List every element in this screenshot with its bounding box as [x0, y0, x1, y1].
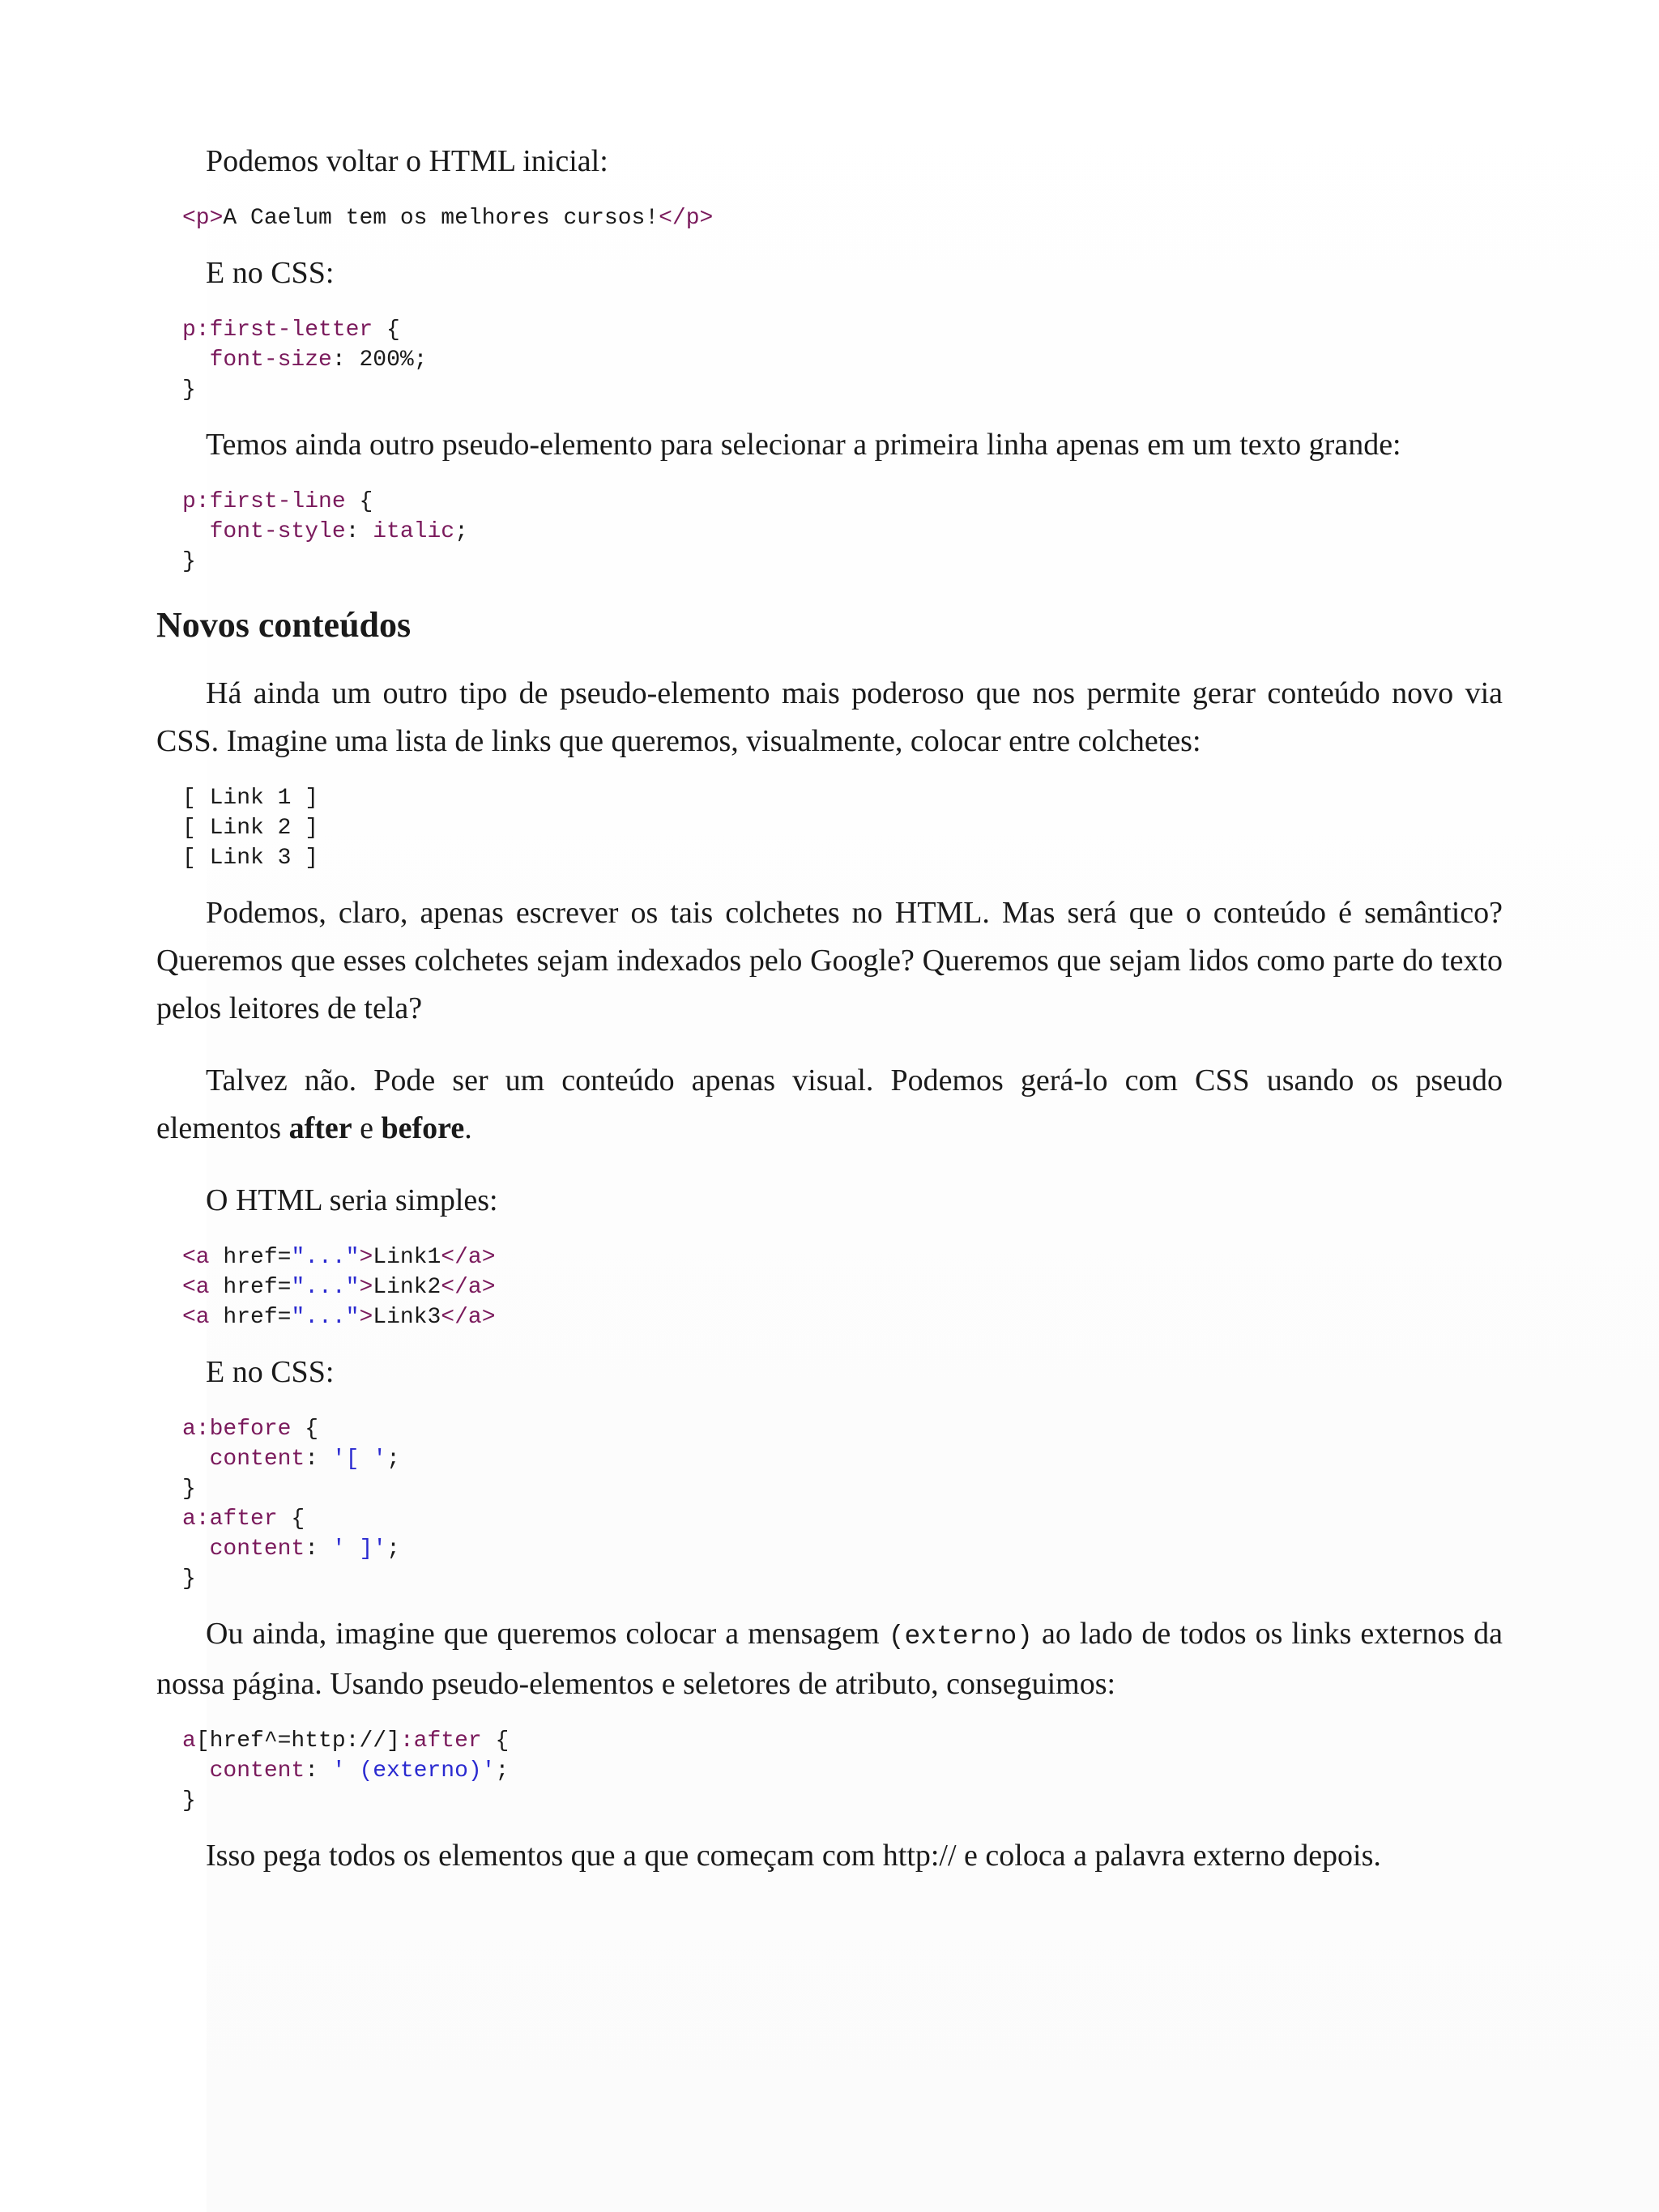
code-block-anchors: [156, 1242, 1503, 1332]
code-property: content: [209, 1447, 305, 1472]
code-string: "...": [291, 1245, 360, 1270]
code-attr: href=: [209, 1275, 292, 1300]
code-value: 200%;: [345, 347, 428, 373]
paragraph-semantic: Podemos, claro, apenas escrever os tais colchetes no HTML. Mas será que o conteúdo é semântico? Queremos que esses colchetes sejam indexados pelo Google? Queremos que sejam lidos como parte do texto pelos leitores de tela?: [156, 896, 1503, 1025]
code-tag: <a: [182, 1275, 210, 1300]
code-property: font-style: [209, 519, 346, 544]
code-line: [ Link 2 ]: [182, 816, 319, 841]
code-brace: }: [182, 1788, 196, 1813]
paragraph-after-before: [156, 1057, 1503, 1153]
paragraph-externo: [156, 1610, 1503, 1708]
code-block-link-list: [156, 783, 1503, 873]
paragraph-html-simple: O HTML seria simples:: [206, 1183, 498, 1217]
paragraph-first-line: Temos ainda outro pseudo-elemento para selecionar a primeira linha apenas em um texto grande:: [206, 428, 1401, 462]
code-block-externo: [156, 1726, 1503, 1816]
paragraph-intro: Podemos voltar o HTML inicial:: [206, 144, 608, 178]
code-tag: </a>: [441, 1245, 496, 1270]
code-colon: :: [305, 1447, 332, 1472]
code-attr: href=: [209, 1305, 292, 1330]
code-string: "...": [291, 1275, 360, 1300]
code-colon: :: [305, 1758, 332, 1784]
code-attr: href=: [209, 1245, 292, 1270]
code-semicolon: ;: [386, 1447, 400, 1472]
bold-after: after: [288, 1111, 352, 1145]
paragraph-css-label: E no CSS:: [206, 256, 335, 290]
text-run: e: [352, 1111, 382, 1145]
code-block-html-p: [156, 203, 1503, 233]
code-semicolon: ;: [495, 1758, 510, 1784]
code-tag: >: [359, 1305, 373, 1330]
code-tag: </a>: [441, 1275, 496, 1300]
code-string: ' (externo)': [331, 1758, 496, 1784]
code-property: font-size: [209, 347, 332, 373]
code-line: [ Link 1 ]: [182, 786, 319, 811]
code-selector: a:before: [182, 1417, 292, 1442]
code-brace: }: [182, 1566, 196, 1592]
section-heading: Novos conteúdos: [156, 605, 412, 645]
code-string: '[ ': [331, 1447, 387, 1472]
code-tag: <a: [182, 1305, 210, 1330]
code-brace: {: [277, 1507, 305, 1532]
code-brace: {: [345, 489, 373, 514]
code-text: Link1: [373, 1245, 441, 1270]
text-run: Ou ainda, imagine que queremos colocar a mensagem: [206, 1617, 889, 1651]
text-run: Talvez não. Pode ser um conteúdo apenas visual. Podemos gerá-lo com CSS usando os pseudo elementos: [156, 1063, 1503, 1145]
code-brace: {: [481, 1728, 510, 1754]
code-selector: p:first-letter: [182, 318, 373, 343]
code-tag: >: [359, 1245, 373, 1270]
code-block-first-line: p:first-line { font-style: italic; }: [182, 489, 468, 574]
code-attr-selector: [href^=http://]: [195, 1728, 400, 1754]
code-value: italic: [373, 519, 455, 544]
code-block-before-after: [156, 1414, 1503, 1594]
code-tag: >: [359, 1275, 373, 1300]
code-tag: <p>: [182, 206, 224, 231]
text-run: ao lado de todos os links externos da nossa página. Usando pseudo-elementos e seletores de atributo, conseguimos:: [156, 1617, 1503, 1701]
code-brace: {: [291, 1417, 319, 1442]
code-property: content: [209, 1536, 305, 1562]
code-property: content: [209, 1758, 305, 1784]
code-selector: a: [182, 1728, 196, 1754]
code-selector: a:after: [182, 1507, 278, 1532]
code-string: "...": [291, 1305, 360, 1330]
bold-before: before: [381, 1111, 465, 1145]
code-line: [ Link 3 ]: [182, 846, 319, 871]
code-brace: }: [182, 377, 196, 403]
paragraph-css-label-2: E no CSS:: [206, 1355, 335, 1389]
code-brace: }: [182, 549, 196, 574]
code-block-first-letter: p:first-letter { font-size: 200%; }: [182, 318, 428, 403]
code-semicolon: ;: [386, 1536, 400, 1562]
document-page: [156, 138, 1503, 1880]
code-colon: :: [305, 1536, 332, 1562]
code-brace: {: [373, 318, 400, 343]
paragraph-final: Isso pega todos os elementos que a que começam com http:// e coloca a palavra externo depois.: [206, 1839, 1381, 1873]
code-tag: <a: [182, 1245, 210, 1270]
code-pseudo: :after: [399, 1728, 482, 1754]
code-text: Link3: [373, 1305, 441, 1330]
code-brace: }: [182, 1477, 196, 1502]
code-string: ' ]': [331, 1536, 387, 1562]
code-tag: </p>: [659, 206, 714, 231]
code-tag: </a>: [441, 1305, 496, 1330]
code-text: A Caelum tem os melhores cursos!: [223, 206, 659, 231]
inline-code: (externo): [888, 1622, 1033, 1652]
text-run: .: [464, 1111, 472, 1145]
code-text: Link2: [373, 1275, 441, 1300]
paragraph-pseudo-intro: Há ainda um outro tipo de pseudo-elemento mais poderoso que nos permite gerar conteúdo novo via CSS. Imagine uma lista de links que queremos, visualmente, colocar entre colchetes:: [156, 676, 1503, 758]
code-selector: p:first-line: [182, 489, 346, 514]
